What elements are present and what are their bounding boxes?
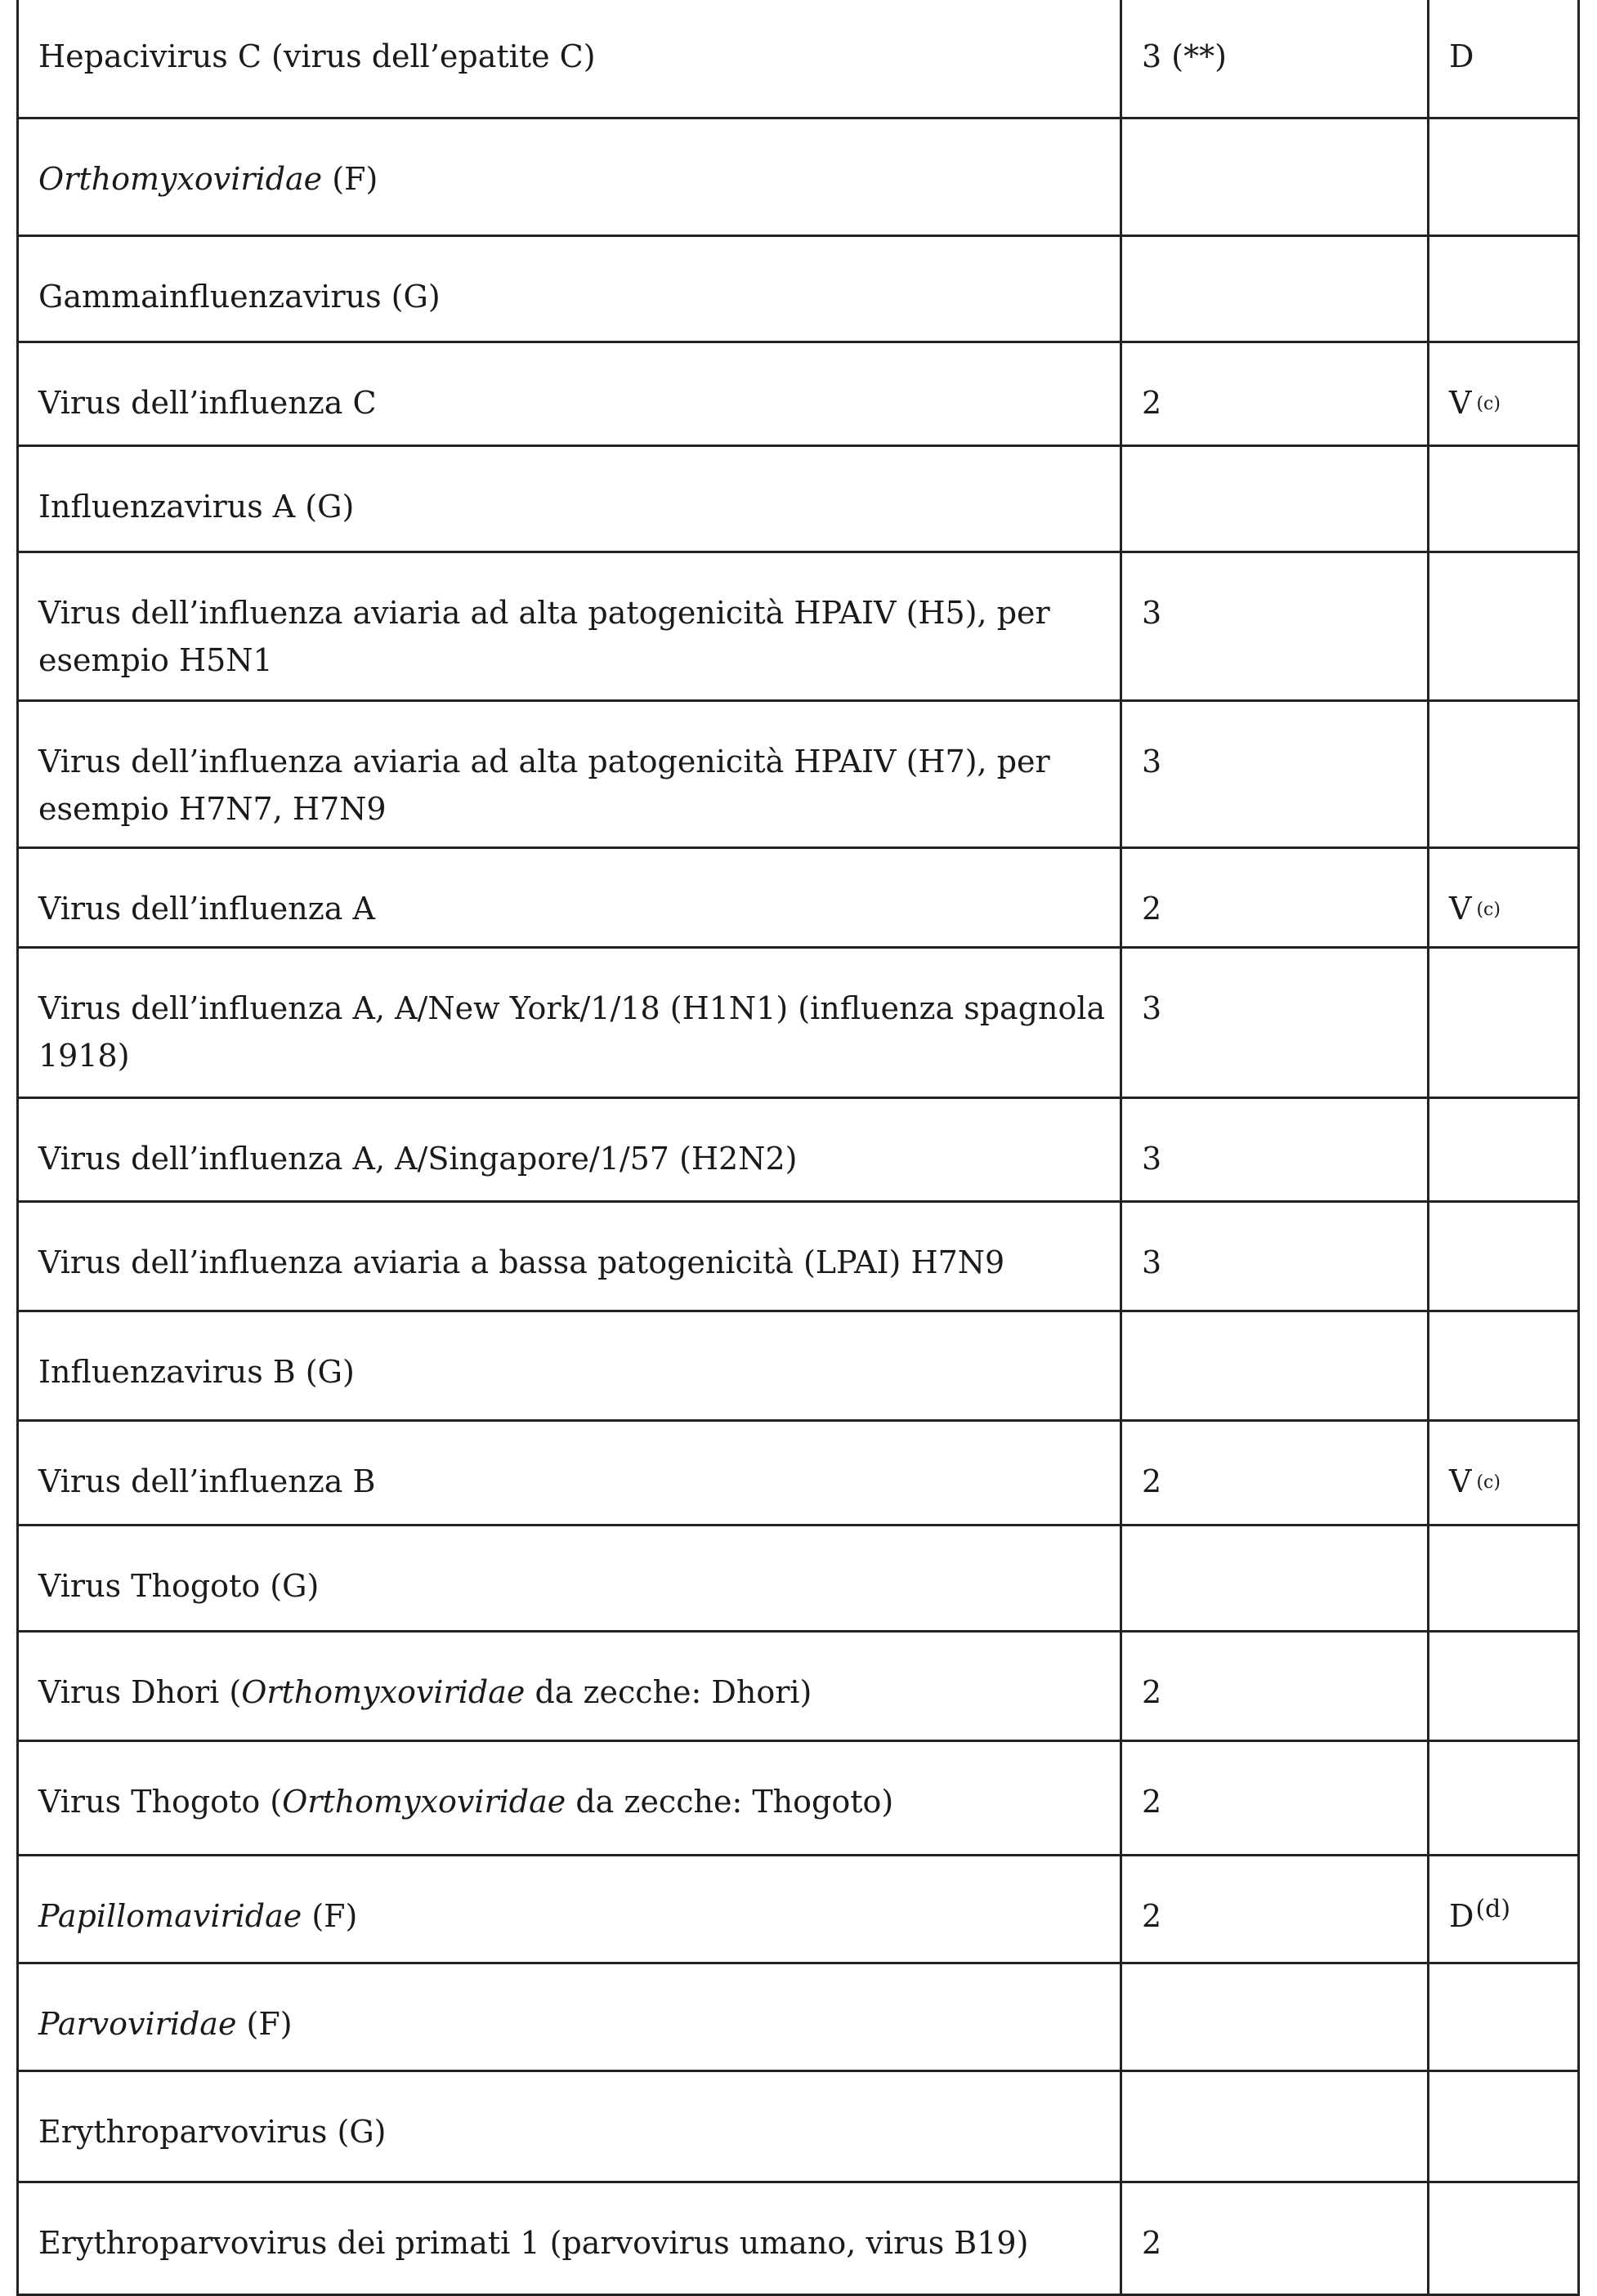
notes-cell: [1429, 552, 1579, 700]
risk-group-cell: [1121, 1311, 1429, 1420]
notes-cell: [1429, 947, 1579, 1097]
agent-name: Virus Thogoto (G): [38, 1567, 320, 1604]
notes-cell: [1429, 235, 1579, 342]
agent-name-cell: [18, 1201, 1121, 1311]
risk-group: 3: [1142, 1244, 1162, 1280]
agent-name-cell: [18, 1525, 1121, 1631]
family-name: Orthomyxoviridae: [38, 160, 323, 197]
notes-cell: [1429, 1311, 1579, 1420]
note: D: [1449, 38, 1474, 74]
risk-group-cell: [1121, 2070, 1429, 2182]
agent-name-cell: [18, 342, 1121, 445]
risk-group-cell: [1121, 342, 1429, 445]
risk-group-cell: [1121, 2182, 1429, 2294]
family-name: Orthomyxoviridae: [241, 1673, 526, 1710]
agent-name-cell: [18, 552, 1121, 700]
risk-group: 3: [1142, 743, 1162, 779]
agent-name-cell: [18, 445, 1121, 552]
risk-group: 2: [1142, 1463, 1162, 1499]
note: V: [1449, 890, 1472, 927]
agent-name-cell: [18, 1963, 1121, 2070]
table-row: [18, 1097, 1579, 1201]
family-name: Orthomyxoviridae: [282, 1783, 566, 1820]
agent-name: Influenzavirus A (G): [38, 488, 355, 525]
note-superscript: (c): [1476, 393, 1501, 414]
family-name: Parvoviridae: [38, 2005, 237, 2042]
agent-name: Virus dell’influenza A, A/New York/1/18 (H1N1) (influenza spagnola 1918): [38, 989, 1106, 1074]
note-superscript: (d): [1475, 1894, 1511, 1923]
notes-cell: [1429, 700, 1579, 847]
biological-agents-table: [16, 0, 1580, 2296]
risk-group-cell: [1121, 1631, 1429, 1740]
risk-group: 3: [1142, 989, 1162, 1026]
agent-name: Virus dell’influenza aviaria ad alta patogenicità HPAIV (H7), per esempio H7N7, H7N9: [38, 743, 1050, 827]
notes-cell: [1429, 0, 1579, 118]
risk-group-cell: [1121, 1963, 1429, 2070]
table-row: [18, 1311, 1579, 1420]
note-superscript: (c): [1476, 899, 1501, 920]
notes-cell: [1429, 1420, 1579, 1525]
note-superscript: (c): [1476, 1472, 1501, 1493]
agent-name: Virus dell’influenza aviaria ad alta patogenicità HPAIV (H5), per esempio H5N1: [38, 594, 1050, 678]
notes-cell: [1429, 118, 1579, 235]
notes-cell: [1429, 1855, 1579, 1963]
note: V: [1449, 1463, 1472, 1499]
risk-group-cell: [1121, 1525, 1429, 1631]
notes-cell: [1429, 1097, 1579, 1201]
risk-group-cell: [1121, 700, 1429, 847]
agent-name: Virus dell’influenza A, A/Singapore/1/57 (H2N2): [38, 1140, 798, 1177]
risk-group: 2: [1142, 384, 1162, 421]
table-row: [18, 847, 1579, 947]
risk-group-cell: [1121, 235, 1429, 342]
agent-name-cell: [18, 1855, 1121, 1963]
table-row: [18, 1201, 1579, 1311]
agent-name: Virus dell’influenza A: [38, 890, 375, 927]
risk-group-cell: [1121, 552, 1429, 700]
agent-name: Erythroparvovirus dei primati 1 (parvovirus umano, virus B19): [38, 2224, 1029, 2261]
notes-cell: [1429, 1631, 1579, 1740]
risk-group: 2: [1142, 2224, 1162, 2261]
agent-name-cell: [18, 2182, 1121, 2294]
agent-name-cell: [18, 1631, 1121, 1740]
agent-name-cell: [18, 1097, 1121, 1201]
risk-group-cell: [1121, 1201, 1429, 1311]
risk-group: 3 (**): [1142, 38, 1227, 74]
agent-name: Gammainfluenzavirus (G): [38, 278, 441, 315]
notes-cell: [1429, 1740, 1579, 1855]
agent-name-cell: [18, 947, 1121, 1097]
table-row: [18, 0, 1579, 118]
risk-group-cell: [1121, 118, 1429, 235]
agent-name-cell: [18, 847, 1121, 947]
table-row: [18, 2182, 1579, 2294]
notes-cell: [1429, 2070, 1579, 2182]
note: D: [1449, 1897, 1474, 1934]
risk-group-cell: [1121, 1097, 1429, 1201]
risk-group-cell: [1121, 1420, 1429, 1525]
risk-group: 2: [1142, 1783, 1162, 1820]
notes-cell: [1429, 1201, 1579, 1311]
agent-name-cell: [18, 2070, 1121, 2182]
table-row: [18, 1631, 1579, 1740]
agent-name-suffix: da zecche: Dhori): [525, 1673, 812, 1710]
agent-name-cell: [18, 235, 1121, 342]
agent-name: Influenzavirus B (G): [38, 1353, 355, 1390]
table-row: [18, 445, 1579, 552]
risk-group-cell: [1121, 0, 1429, 118]
agent-name-cell: [18, 0, 1121, 118]
taxon-rank: (F): [236, 2005, 293, 2042]
taxon-rank: (F): [322, 160, 378, 197]
risk-group-cell: [1121, 847, 1429, 947]
agent-name-prefix: Virus Thogoto (: [38, 1783, 283, 1820]
family-name: Papillomaviridae: [38, 1897, 302, 1934]
table-row: [18, 552, 1579, 700]
taxon-rank: (F): [302, 1897, 358, 1934]
agent-name: Hepacivirus C (virus dell’epatite C): [38, 38, 596, 74]
agent-name-prefix: Virus Dhori (: [38, 1673, 242, 1710]
table-row: [18, 1420, 1579, 1525]
notes-cell: [1429, 1963, 1579, 2070]
agent-name-cell: [18, 118, 1121, 235]
agent-name-suffix: da zecche: Thogoto): [566, 1783, 894, 1820]
notes-cell: [1429, 342, 1579, 445]
risk-group: 3: [1142, 594, 1162, 631]
table-row: [18, 118, 1579, 235]
risk-group: 3: [1142, 1140, 1162, 1177]
notes-cell: [1429, 445, 1579, 552]
risk-group-cell: [1121, 1740, 1429, 1855]
table-row: [18, 235, 1579, 342]
table-row: [18, 1855, 1579, 1963]
agent-name-cell: [18, 1740, 1121, 1855]
notes-cell: [1429, 1525, 1579, 1631]
agent-name: Virus dell’influenza aviaria a bassa patogenicità (LPAI) H7N9: [38, 1244, 1005, 1280]
risk-group: 2: [1142, 890, 1162, 927]
table-row: [18, 1740, 1579, 1855]
agent-name: Virus dell’influenza B: [38, 1463, 376, 1499]
agent-name-cell: [18, 1420, 1121, 1525]
notes-cell: [1429, 847, 1579, 947]
risk-group: 2: [1142, 1673, 1162, 1710]
risk-group-cell: [1121, 1855, 1429, 1963]
table-row: [18, 947, 1579, 1097]
agent-name-cell: [18, 700, 1121, 847]
risk-group-cell: [1121, 445, 1429, 552]
agent-name: Virus dell’influenza C: [38, 384, 377, 421]
table-row: [18, 1525, 1579, 1631]
table-row: [18, 2070, 1579, 2182]
table-row: [18, 342, 1579, 445]
risk-group: 2: [1142, 1897, 1162, 1934]
agent-name: Erythroparvovirus (G): [38, 2113, 387, 2150]
notes-cell: [1429, 2182, 1579, 2294]
note: V: [1449, 384, 1472, 421]
table-row: [18, 700, 1579, 847]
agent-name-cell: [18, 1311, 1121, 1420]
risk-group-cell: [1121, 947, 1429, 1097]
table-row: [18, 1963, 1579, 2070]
